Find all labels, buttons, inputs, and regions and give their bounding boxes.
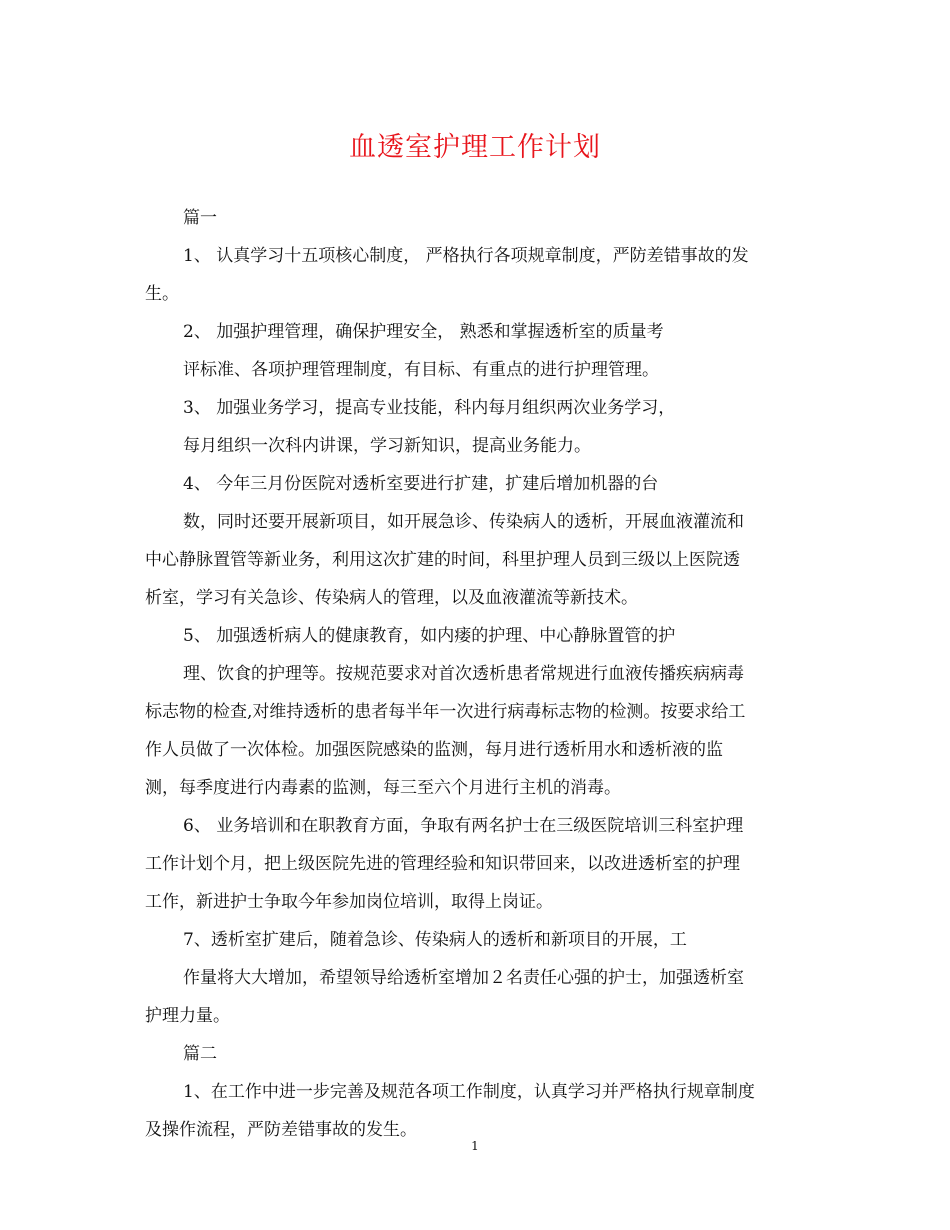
paragraph-line: 数，同时还要开展新项目，如开展急诊、传染病人的透析，开展血液灌流和 [183, 512, 744, 532]
section-heading-1: 篇一 [183, 208, 217, 228]
page-number: 1 [471, 1139, 479, 1153]
document-title: 血透室护理工作计划 [349, 132, 601, 163]
paragraph-line: 标志物的检查,对维持透析的患者每半年一次进行病毒标志物的检测。按要求给工 [145, 702, 746, 722]
paragraph-line: 工作，新进护士争取今年参加岗位培训，取得上岗证。 [145, 892, 553, 912]
paragraph-line: 测，每季度进行内毒素的监测，每三至六个月进行主机的消毒。 [145, 778, 621, 798]
paragraph-line: 7、透析室扩建后，随着急诊、传染病人的透析和新项目的开展，工 [183, 930, 687, 950]
paragraph-line: 6、 业务培训和在职教育方面，争取有两名护士在三级医院培训三科室护理 [183, 816, 744, 836]
paragraph-line: 3、 加强业务学习，提高专业技能，科内每月组织两次业务学习， [183, 398, 676, 418]
paragraph-line: 作量将大大增加，希望领导给透析室增加２名责任心强的护士，加强透析室 [183, 968, 744, 988]
paragraph-line: 作人员做了一次体检。加强医院感染的监测，每月进行透析用水和透析液的监 [145, 740, 723, 760]
paragraph-line: 析室，学习有关急诊、传染病人的管理，以及血液灌流等新技术。 [145, 588, 638, 608]
section-heading-2: 篇二 [183, 1044, 217, 1064]
paragraph-line: 1、在工作中进一步完善及规范各项工作制度，认真学习并严格执行规章制度 [183, 1082, 755, 1102]
paragraph-line: 中心静脉置管等新业务，利用这次扩建的时间，科里护理人员到三级以上医院透 [145, 550, 740, 570]
paragraph-line: 护理力量。 [145, 1006, 230, 1026]
paragraph-line: 理、饮食的护理等。按规范要求对首次透析患者常规进行血液传播疾病病毒 [183, 664, 744, 684]
paragraph-line: 每月组织一次科内讲课，学习新知识，提高业务能力。 [183, 436, 591, 456]
paragraph-line: 评标准、各项护理管理制度，有目标、有重点的进行护理管理。 [183, 360, 659, 380]
paragraph-line: 1、 认真学习十五项核心制度， 严格执行各项规章制度，严防差错事故的发 [183, 246, 749, 266]
paragraph-line: 4、 今年三月份医院对透析室要进行扩建，扩建后增加机器的台 [183, 474, 659, 494]
paragraph-line: 2、 加强护理管理，确保护理安全， 熟悉和掌握透析室的质量考 [183, 322, 664, 342]
paragraph-line: 工作计划个月，把上级医院先进的管理经验和知识带回来，以改进透析室的护理 [145, 854, 740, 874]
paragraph-line: 生。 [145, 284, 179, 304]
paragraph-line: 5、 加强透析病人的健康教育，如内瘘的护理、中心静脉置管的护 [183, 626, 676, 646]
paragraph-line: 及操作流程，严防差错事故的发生。 [145, 1120, 417, 1140]
